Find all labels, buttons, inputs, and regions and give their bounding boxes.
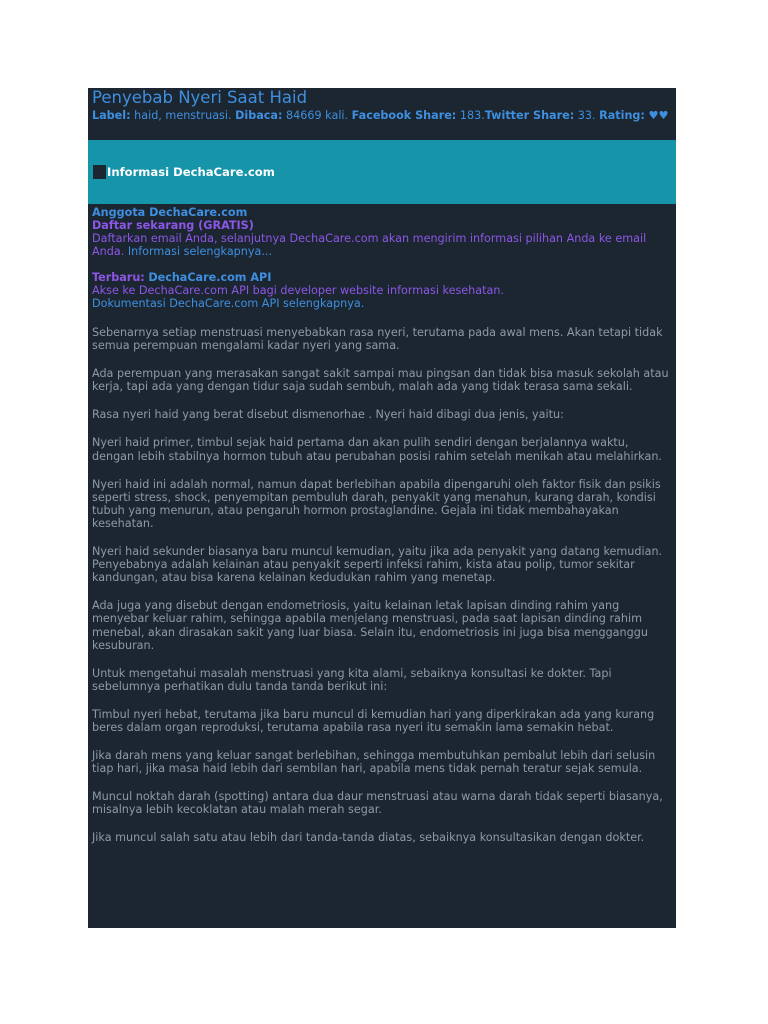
api-docs-link[interactable]: Dokumentasi DechaCare.com API selengkapnya. xyxy=(92,297,365,310)
paragraph-2: Ada perempuan yang merasakan sangat sakit sampai mau pingsan dan tidak bisa masuk sekolah atau kerja, tapi ada yang dengan tidur saja sudah sembuh, malah ada yang tidak terasa sama sekali. xyxy=(92,367,669,394)
paragraph-6: Nyeri haid sekunder biasanya baru muncul kemudian, yaitu jika ada penyakit yang datang kemudian. Penyebabnya adalah kelainan atau penyakit seperti infeksi rahim, kista atau polip, tumor sekitar kandungan, atau bisa karena kelainan kedudukan rahim yang menetap. xyxy=(92,545,663,585)
square-bullet-icon xyxy=(93,165,106,179)
article-meta xyxy=(92,109,672,123)
paragraph-1: Sebenarnya setiap menstruasi menyebabkan rasa nyeri, terutama pada awal mens. Akan tetapi tidak semua perempuan mengalami kadar nyeri yang sama. xyxy=(92,326,663,353)
rating-key: Rating: xyxy=(599,109,645,122)
label-value[interactable]: haid, menstruasi. xyxy=(134,109,232,122)
twitter-key: Twitter Share: xyxy=(484,109,575,122)
signup-text: Daftarkan email Anda, selanjutnya DechaCare.com akan mengirim informasi pilihan Anda ke email Anda. xyxy=(92,232,647,258)
label-key: Label: xyxy=(92,109,131,122)
paragraph-9: Timbul nyeri hebat, terutama jika baru muncul di kemudian hari yang diperkirakan ada yang kurang beres dalam organ reproduksi, terutama apabila rasa nyeri itu semakin lama semakin hebat. xyxy=(92,707,655,734)
paragraph-12: Jika muncul salah satu atau lebih dari tanda-tanda diatas, sebaiknya konsultasikan dengan dokter. xyxy=(92,831,645,845)
latest-line xyxy=(92,271,672,284)
paragraph-8: Untuk mengetahui masalah menstruasi yang kita alami, sebaiknya konsultasi ke dokter. Tapi sebelumnya perhatikan dulu tanda tanda berikut ini: xyxy=(92,666,612,693)
info-block xyxy=(92,206,672,310)
document-page xyxy=(88,88,676,928)
member-heading[interactable]: Anggota DechaCare.com xyxy=(92,206,248,219)
article-header xyxy=(88,88,676,140)
signup-heading[interactable]: Daftar sekarang (GRATIS) xyxy=(92,219,254,232)
banner-title: Informasi DechaCare.com xyxy=(107,165,275,179)
latest-api-link[interactable]: DechaCare.com API xyxy=(148,271,272,284)
article-title[interactable]: Penyebab Nyeri Saat Haid xyxy=(92,88,308,107)
paragraph-5: Nyeri haid ini adalah normal, namun dapat berlebihan apabila dipengaruhi oleh faktor fisik dan psikis seperti stress, shock, penyempitan pembuluh darah, penyakit yang menahun, kurang darah, kondisi tubuh yang menurun, atau pengaruh hormon prostaglandine. Gejala ini tidak membahayakan kesehatan. xyxy=(92,477,661,530)
rating-hearts-icon: ♥♥ xyxy=(648,109,669,122)
paragraph-10: Jika darah mens yang keluar sangat berlebihan, sehingga membutuhkan pembalut lebih dari selusin tiap hari, jika masa haid lebih dari sembilan hari, apabila mens tidak pernah teratur sejak semula. xyxy=(92,749,656,776)
article-content xyxy=(88,204,676,845)
signup-paragraph xyxy=(92,232,672,258)
paragraph-4: Nyeri haid primer, timbul sejak haid pertama dan akan pulih sendiri dengan berjalannya waktu, dengan lebih stabilnya hormon tubuh atau perubahan posisi rahim setelah menikah atau melahirkan. xyxy=(92,436,662,463)
facebook-value: 183. xyxy=(459,109,485,122)
api-text: Akse ke DechaCare.com API bagi developer website informasi kesehatan. xyxy=(92,284,505,297)
info-banner xyxy=(88,140,676,204)
twitter-value: 33. xyxy=(577,109,596,122)
paragraph-7: Ada juga yang disebut dengan endometriosis, yaitu kelainan letak lapisan dinding rahim yang menyebar keluar rahim, sehingga apabila menjelang menstruasi, pada saat lapisan dinding rahim menebal, akan dirasakan sakit yang luar biasa. Selain itu, endometriosis ini juga bisa mengganggu kesuburan. xyxy=(92,599,648,652)
facebook-key: Facebook Share: xyxy=(351,109,457,122)
latest-key: Terbaru: xyxy=(92,271,145,284)
dibaca-key: Dibaca: xyxy=(235,109,283,122)
dibaca-value: 84669 kali. xyxy=(286,109,349,122)
paragraph-3: Rasa nyeri haid yang berat disebut dismenorhae . Nyeri haid dibagi dua jenis, yaitu: xyxy=(92,408,564,422)
signup-more-link[interactable]: Informasi selengkapnya... xyxy=(127,245,273,258)
paragraph-11: Muncul noktah darah (spotting) antara dua daur menstruasi atau warna darah tidak seperti biasanya, misalnya lebih kecoklatan atau malah merah segar. xyxy=(92,790,663,817)
